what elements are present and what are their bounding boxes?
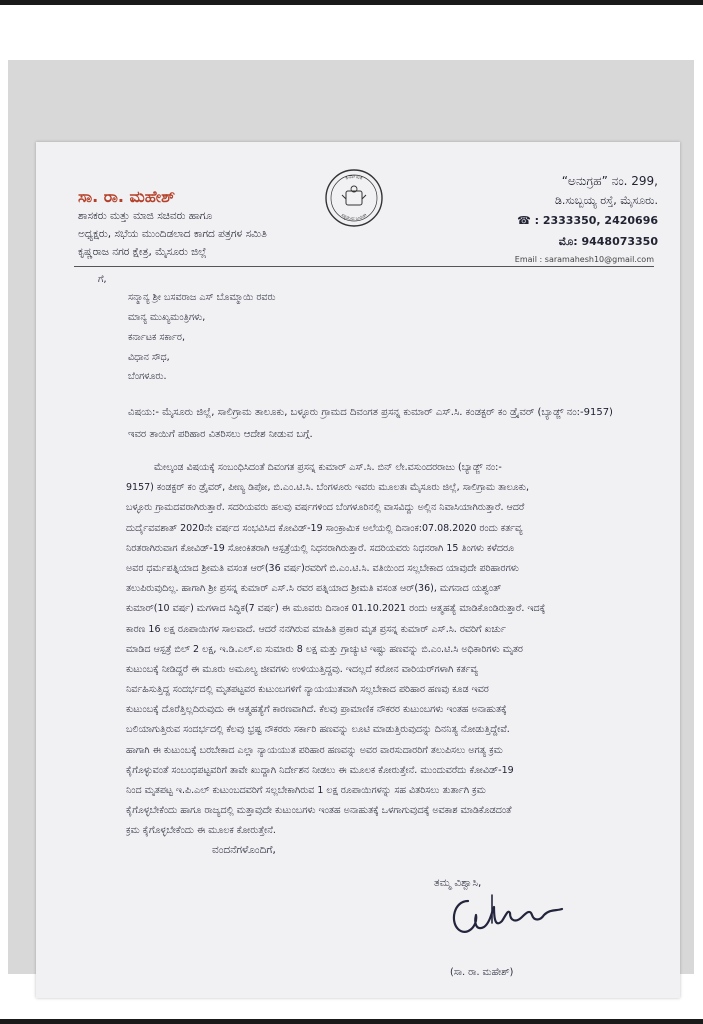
addressee-line-5: ಬೆಂಗಳೂರು. <box>128 371 167 382</box>
svg-text:ಸತ್ಯಮೇವ ಜಯತೇ <box>340 212 369 222</box>
greeting: ವಂದನೆಗಳೊಂದಿಗೆ, <box>212 844 276 856</box>
addressee-line-4: ವಿಧಾನ ಸೌಧ, <box>128 352 170 363</box>
seal-bottom-text: ಸತ್ಯಮೇವ ಜಯತೇ <box>339 213 369 223</box>
header-divider <box>74 266 654 267</box>
mobile-number: ಮೊ: 9448073350 <box>558 235 658 248</box>
body-line: ಬಳ್ಳೂರು ಗ್ರಾಮದವರಾಗಿರುತ್ತಾರೆ. ಸದರಿಯವರು ಹಲವು ವರ್ಷಗಳಿಂದ ಬೆಂಗಳೂರಿನಲ್ಲಿ ವಾಸವಿದ್ದು ಅಲ್ಲಿನ ನಿವಾಸಿಯಾಗಿರುತ್ತಾರೆ. ಆದರೆ <box>126 502 525 514</box>
body-line: ಕ್ರಮ ಕೈಗೊಳ್ಳಬೇಕೆಂದು ಈ ಮೂಲಕ ಕೋರುತ್ತೇನೆ. <box>126 825 276 837</box>
letter-subject: ವಿಷಯ:- ಮೈಸೂರು ಜಿಲ್ಲೆ, ಸಾಲಿಗ್ರಾಮ ತಾಲೂಕು, ಬಳ್ಳೂರು ಗ್ರಾಮದ ದಿವಂಗತ ಪ್ರಸನ್ನ ಕುಮಾರ್ ಎಸ್.ಸಿ. ಕಂಡಕ್ಟರ್ ಕಂ ಡ್ರೈವರ್ (ಬ್ಯಾಡ್ಜ್ ನಂ:-9157) ಇವರ ತಾಯಿಗೆ ಪರಿಹಾರ ವಿತರಿಸಲು ಆದೇಶ ನೀಡುವ ಬಗ್ಗೆ. <box>128 407 613 440</box>
office-address-line-1: “ಅನುಗ್ರಹ” ನಂ. 299, <box>561 174 658 188</box>
body-line: ಕೈಗೊಳ್ಳಬೇಕೆಂದು ಹಾಗೂ ರಾಜ್ಯದಲ್ಲಿ ಮತ್ತಾವುದೇ ಕುಟುಂಬಗಳು ಇಂತಹ ಅನಾಹುತಕ್ಕೆ ಒಳಗಾಗುವುದಕ್ಕೆ ಅವಕಾಶ ಮಾಡಿಕೊಡದಂತೆ <box>126 805 512 817</box>
body-line: ನಿಂದ ಮೃತಪಟ್ಟ ಇ.ಪಿ.ಎಲ್ ಕುಟುಂಬದವರಿಗೆ ಸಲ್ಲಬೇಕಾಗಿರುವ 1 ಲಕ್ಷ ರೂಪಾಯಿಗಳನ್ನು ಸಹ ವಿತರಿಸಲು ತುರ್ತಾಗಿ ಕ್ರಮ <box>126 785 486 796</box>
body-line: 9157) ಕಂಡಕ್ಟರ್ ಕಂ ಡ್ರೈವರ್, ಪೀಣ್ಯ ಡಿಪೋ, ಬಿ.ಎಂ.ಟಿ.ಸಿ. ಬೆಂಗಳೂರು ಇವರು ಮೂಲತಃ ಮೈಸೂರು ಜಿಲ್ಲೆ, ಸಾಲಿಗ್ರಾಮ ತಾಲೂಕು, <box>126 482 530 494</box>
signature-icon <box>446 887 576 947</box>
sign-off: ತಮ್ಮ ವಿಶ್ವಾಸಿ, <box>434 877 482 889</box>
bottom-border <box>0 1019 703 1024</box>
signatory-name: (ಸಾ. ರಾ. ಮಹೇಶ್) <box>450 967 514 978</box>
body-line: ಕಾರಣ 16 ಲಕ್ಷ ರೂಪಾಯಿಗಳ ಸಾಲವಾದೆ. ಆದರೆ ನನಗಿರುವ ಮಾಹಿತಿ ಪ್ರಕಾರ ಮೃತ ಪ್ರಸನ್ನ ಕುಮಾರ್ ಎಸ್.ಸಿ. ರವರಿಗೆ ಖರ್ಚು <box>126 623 506 635</box>
seal-top-text: ಕರ್ನಾಟಕ <box>344 173 364 182</box>
designation-line-2: ಅಧ್ಯಕ್ಷರು, ಸಭೆಯ ಮುಂದಿಡಲಾದ ಕಾಗದ ಪತ್ರಗಳ ಸಮಿತಿ <box>78 228 267 240</box>
body-line: ತಲುಪಿರುವುದಿಲ್ಲ. ಹಾಗಾಗಿ ಶ್ರೀ ಪ್ರಸನ್ನ ಕುಮಾರ್ ಎಸ್.ಸಿ ರವರ ಪತ್ನಿಯಾದ ಶ್ರೀಮತಿ ವಸಂತ ಆರ್(36), ಮಗನಾದ ಯಶ್ವಂತ್ <box>126 583 502 595</box>
office-address-line-2: ಡಿ.ಸುಬ್ಬಯ್ಯ ರಸ್ತೆ, ಮೈಸೂರು. <box>554 194 658 207</box>
body-line: ದುರ್ದೈವವಶಾತ್ 2020ನೇ ವರ್ಷದ ಸಂಭವಿಸಿದ ಕೋವಿಡ್-19 ಸಾಂಕ್ರಾಮಿಕ ಅಲೆಯಲ್ಲಿ ದಿನಾಂಕ:07.08.2020 ರಂದು ಕರ್ತವ್ಯ <box>126 522 523 534</box>
letter-body <box>126 458 616 842</box>
government-seal-icon <box>324 168 384 228</box>
svg-text:ಕರ್ನಾಟಕ <box>345 174 364 182</box>
body-line: ಬಲಿಯಾಗುತ್ತಿರುವ ಸಂದರ್ಭದಲ್ಲಿ ಕೆಲವು ಭ್ರಷ್ಟ ನೌಕರರು ಸರ್ಕಾರಿ ಹಣವನ್ನು ಲೂಟಿ ಮಾಡುತ್ತಿರುವುದನ್ನು ದಿನನಿತ್ಯ ನೋಡುತ್ತಿದ್ದೇವೆ. <box>126 724 510 736</box>
top-border <box>0 0 703 5</box>
body-line: ಮೇಲ್ಕಂಡ ವಿಷಯಕ್ಕೆ ಸಂಬಂಧಿಸಿದಂತೆ ದಿವಂಗತ ಪ್ರಸನ್ನ ಕುಮಾರ್ ಎಸ್.ಸಿ. ಬಿನ್ ಲೇ.ವಸುಂದರರಾಜು (ಬ್ಯಾಡ್ಜ್ ನಂ:- <box>154 462 502 473</box>
body-line: ಕುಟುಂಬಕ್ಕೆ ನೀಡಿದ್ದರೆ ಈ ಮೂರು ಅಮೂಲ್ಯ ಜೀವಗಳು ಉಳಿಯುತ್ತಿದ್ದವು. ಇದಲ್ಲದೆ ಕರೋನ ವಾರಿಯರ್‌ಗಳಾಗಿ ಕರ್ತವ್ಯ <box>126 663 478 675</box>
body-line: ಹಾಗಾಗಿ ಈ ಕುಟುಂಬಕ್ಕೆ ಬರಬೇಕಾದ ಎಲ್ಲಾ ನ್ಯಾಯಯುತ ಪರಿಹಾರ ಹಣವನ್ನು ಅವರ ವಾರಸುದಾರರಿಗೆ ತಲುಪಿಸಲು ಅಗತ್ಯ ಕ್ರಮ <box>126 744 503 756</box>
body-line: ಮಾಡಿದ ಆಸ್ಪತ್ರೆ ಬಿಲ್ 2 ಲಕ್ಷ, ಇ.ಡಿ.ಎಲ್.ಐ ಸುಮಾರು 8 ಲಕ್ಷ ಮತ್ತು ಗ್ರಾಚ್ಯುಟಿ ಇಷ್ಟು ಹಣವನ್ನು ಬಿ.ಎಂ.ಟಿ.ಸಿ ಅಧಿಕಾರಿಗಳು ಮೃತರ <box>126 643 523 655</box>
email-address: Email : saramahesh10@gmail.com <box>514 255 654 264</box>
body-line: ಕೈಗೊಳ್ಳುವಂತೆ ಸಂಬಂಧಪಟ್ಟವರಿಗೆ ತಾವೇ ಖುದ್ದಾಗಿ ನಿರ್ದೇಶನ ನೀಡಲು ಈ ಮೂಲಕ ಕೋರುತ್ತೇನೆ. ಮುಂದುವರೆದು ಕೋವಿಡ್-19 <box>126 764 514 776</box>
designation-line-1: ಶಾಸಕರು ಮತ್ತು ಮಾಜಿ ಸಚಿವರು ಹಾಗೂ <box>78 210 213 222</box>
body-line: ಕುಮಾರ್(10 ವರ್ಷ) ಮಗಳಾದ ಸಿದ್ಧಿಕ(7 ವರ್ಷ) ಈ ಮೂವರು ದಿನಾಂಕ 01.10.2021 ರಂದು ಆತ್ಮಹತ್ಯೆ ಮಾಡಿಕೊಂಡಿರುತ್ತಾರೆ. ಇದಕ್ಕೆ <box>126 603 546 615</box>
addressee-line-1: ಸನ್ಮಾನ್ಯ ಶ್ರೀ ಬಸವರಾಜ ಎಸ್ ಬೊಮ್ಮಾಯಿ ರವರು <box>128 292 276 303</box>
body-line: ಕುಟುಂಬಕ್ಕೆ ದೊರೆತ್ತಿಲ್ಲದಿರುವುದು ಈ ಆತ್ಮಹತ್ಯೆಗೆ ಕಾರಣವಾಗಿದೆ. ಕೆಲವು ಪ್ರಾಮಾಣಿಕ ನೌಕರರ ಕುಟುಂಬಗಳು ಇಂತಹ ಅನಾಹುತಕ್ಕೆ <box>126 704 507 716</box>
body-line: ಅವರ ಧರ್ಮಪತ್ನಿಯಾದ ಶ್ರೀಮತಿ ವಸಂತ ಆರ್(36 ವರ್ಷ)ರವರಿಗೆ ಬಿ.ಎಂ.ಟಿ.ಸಿ. ವತಿಯಿಂದ ಸಲ್ಲಬೇಕಾದ ಯಾವುದೇ ಪರಿಹಾರಗಳು <box>126 562 519 574</box>
designation-line-3: ಕೃಷ್ಣರಾಜ ನಗರ ಕ್ಷೇತ್ರ, ಮೈಸೂರು ಜಿಲ್ಲೆ <box>78 246 207 258</box>
letter-sheet <box>36 142 680 998</box>
addressee-to: ಗೆ, <box>98 274 107 285</box>
addressee-line-2: ಮಾನ್ಯ ಮುಖ್ಯಮಂತ್ರಿಗಳು, <box>128 312 206 323</box>
phone-numbers: ☎ : 2333350, 2420696 <box>517 214 658 227</box>
sender-name: ಸಾ. ರಾ. ಮಹೇಶ್ <box>78 187 176 206</box>
body-line: ನಿರತರಾಗಿರುವಾಗ ಕೋವಿಡ್-19 ಸೋಂಕಿತರಾಗಿ ಆಸ್ಪತ್ರೆಯಲ್ಲಿ ನಿಧನರಾಗಿರುತ್ತಾರೆ. ಸದರಿಯವರು ನಿಧನರಾಗಿ 15 ತಿಂಗಳು ಕಳೆದರೂ <box>126 542 515 554</box>
photo-background <box>8 60 694 978</box>
body-line: ನಿರ್ವಹಿಸುತ್ತಿದ್ದ ಸಂದರ್ಭದಲ್ಲಿ ಮೃತಪಟ್ಟವರ ಕುಟುಂಬಗಳಿಗೆ ನ್ಯಾಯಯುತವಾಗಿ ಸಲ್ಲಬೇಕಾದ ಪರಿಹಾರ ಹಣವು ಕೂಡ ಇವರ <box>126 684 489 696</box>
addressee-line-3: ಕರ್ನಾಟಕ ಸರ್ಕಾರ, <box>128 332 185 343</box>
